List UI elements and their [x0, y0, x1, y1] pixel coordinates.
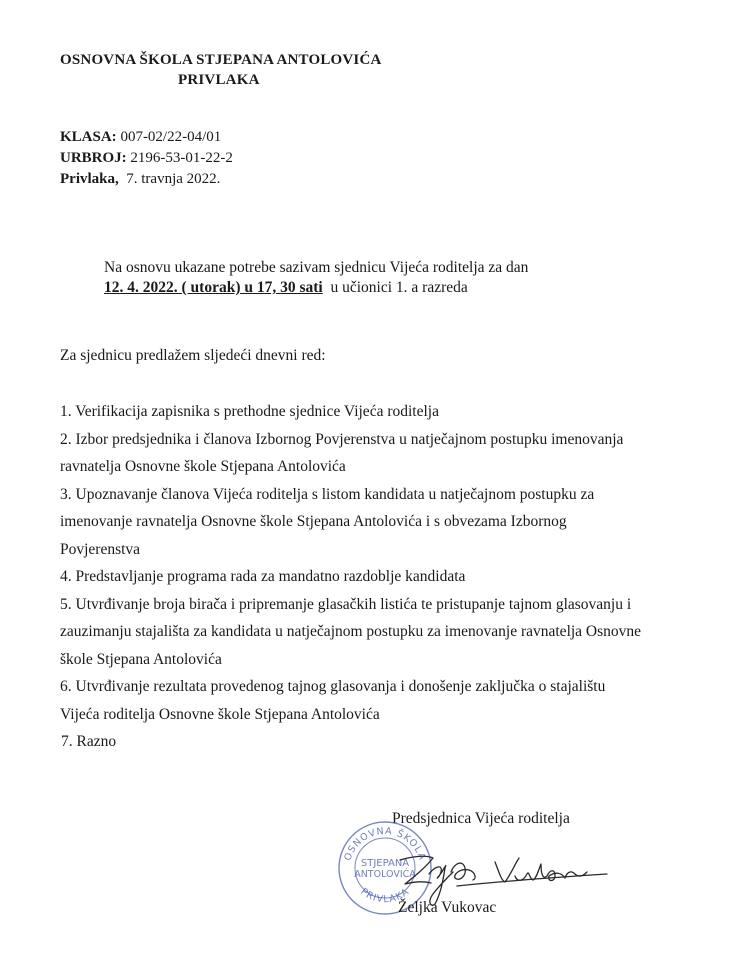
agenda-line: 7. Razno	[61, 733, 117, 750]
school-header	[60, 50, 382, 90]
place-label: Privlaka,	[60, 171, 119, 187]
agenda-line: škole Stjepana Antolovića	[60, 650, 222, 668]
urbroj-line	[60, 148, 233, 169]
stamp-inner-line-2: ANTOLOVIĆA	[354, 869, 416, 880]
agenda-line: ravnatelja Osnovne škole Stjepana Antolovića	[60, 458, 346, 475]
agenda-list	[60, 403, 641, 761]
convocation-paragraph	[104, 258, 528, 298]
handwritten-signature	[395, 838, 615, 908]
stamp-inner-line-1: STJEPANA	[360, 858, 410, 869]
convocation-line-2	[104, 278, 528, 298]
agenda-line: 2. Izbor predsjednika i članova Izbornog Povjerenstva u natječajnom postupku imenovanja	[60, 430, 624, 448]
school-town: PRIVLAKA	[178, 72, 260, 88]
convocation-line-1: Na osnovu ukazane potrebe sazivam sjednicu Vijeća roditelja za dan	[104, 259, 529, 276]
stamp-outer-top: OSNOVNA ŠKOLA	[342, 825, 428, 863]
signatory-name: Željka Vukovac	[398, 899, 497, 916]
meeting-datetime: 12. 4. 2022. ( utorak) u 17, 30 sati	[104, 279, 323, 296]
agenda-line: 4. Predstavljanje programa rada za mandatno razdoblje kandidata	[60, 568, 466, 585]
urbroj-value: 2196-53-01-22-2	[130, 150, 233, 166]
agenda-line: imenovanje ravnatelja Osnovne škole Stjepana Antolovića i s obvezama Izbornog	[60, 513, 567, 530]
stamp-outer-bottom: PRIVLAKA	[358, 886, 412, 906]
signatory-title: Predsjednica Vijeća roditelja	[392, 810, 570, 827]
agenda-line: Povjerenstva	[60, 540, 141, 558]
klasa-value: 007-02/22-04/01	[120, 129, 222, 145]
agenda-line: 1. Verifikacija zapisnika s prethodne sjednice Vijeća roditelja	[60, 403, 439, 420]
klasa-line	[60, 127, 233, 148]
school-name: OSNOVNA ŠKOLA STJEPANA ANTOLOVIĆA	[60, 52, 382, 68]
place-date-line	[60, 169, 233, 190]
agenda-line: 3. Upoznavanje članova Vijeća roditelja s listom kandidata u natječajnom postupku za	[60, 485, 595, 503]
urbroj-label: URBROJ:	[60, 150, 127, 166]
agenda-line: zauzimanju stajališta za kandidata u natječajnom postupku za imenovanje ravnatelja Osnovne	[60, 623, 642, 640]
agenda-line: 5. Utvrđivanje broja birača i pripremanje glasačkih listića te pristupanje tajnom glasovanju i	[60, 595, 632, 613]
agenda-line: Vijeća roditelja Osnovne škole Stjepana Antolovića	[60, 705, 380, 723]
document-metadata	[60, 127, 233, 190]
klasa-label: KLASA:	[60, 129, 117, 145]
agenda-lead: Za sjednicu predlažem sljedeći dnevni red:	[60, 347, 326, 364]
meeting-location: u učionici 1. a razreda	[330, 279, 468, 296]
agenda-line: 6. Utvrđivanje rezultata provedenog tajnog glasovanja i donošenje zaključka o stajalištu	[60, 678, 606, 695]
date-value: 7. travnja 2022.	[126, 171, 221, 187]
